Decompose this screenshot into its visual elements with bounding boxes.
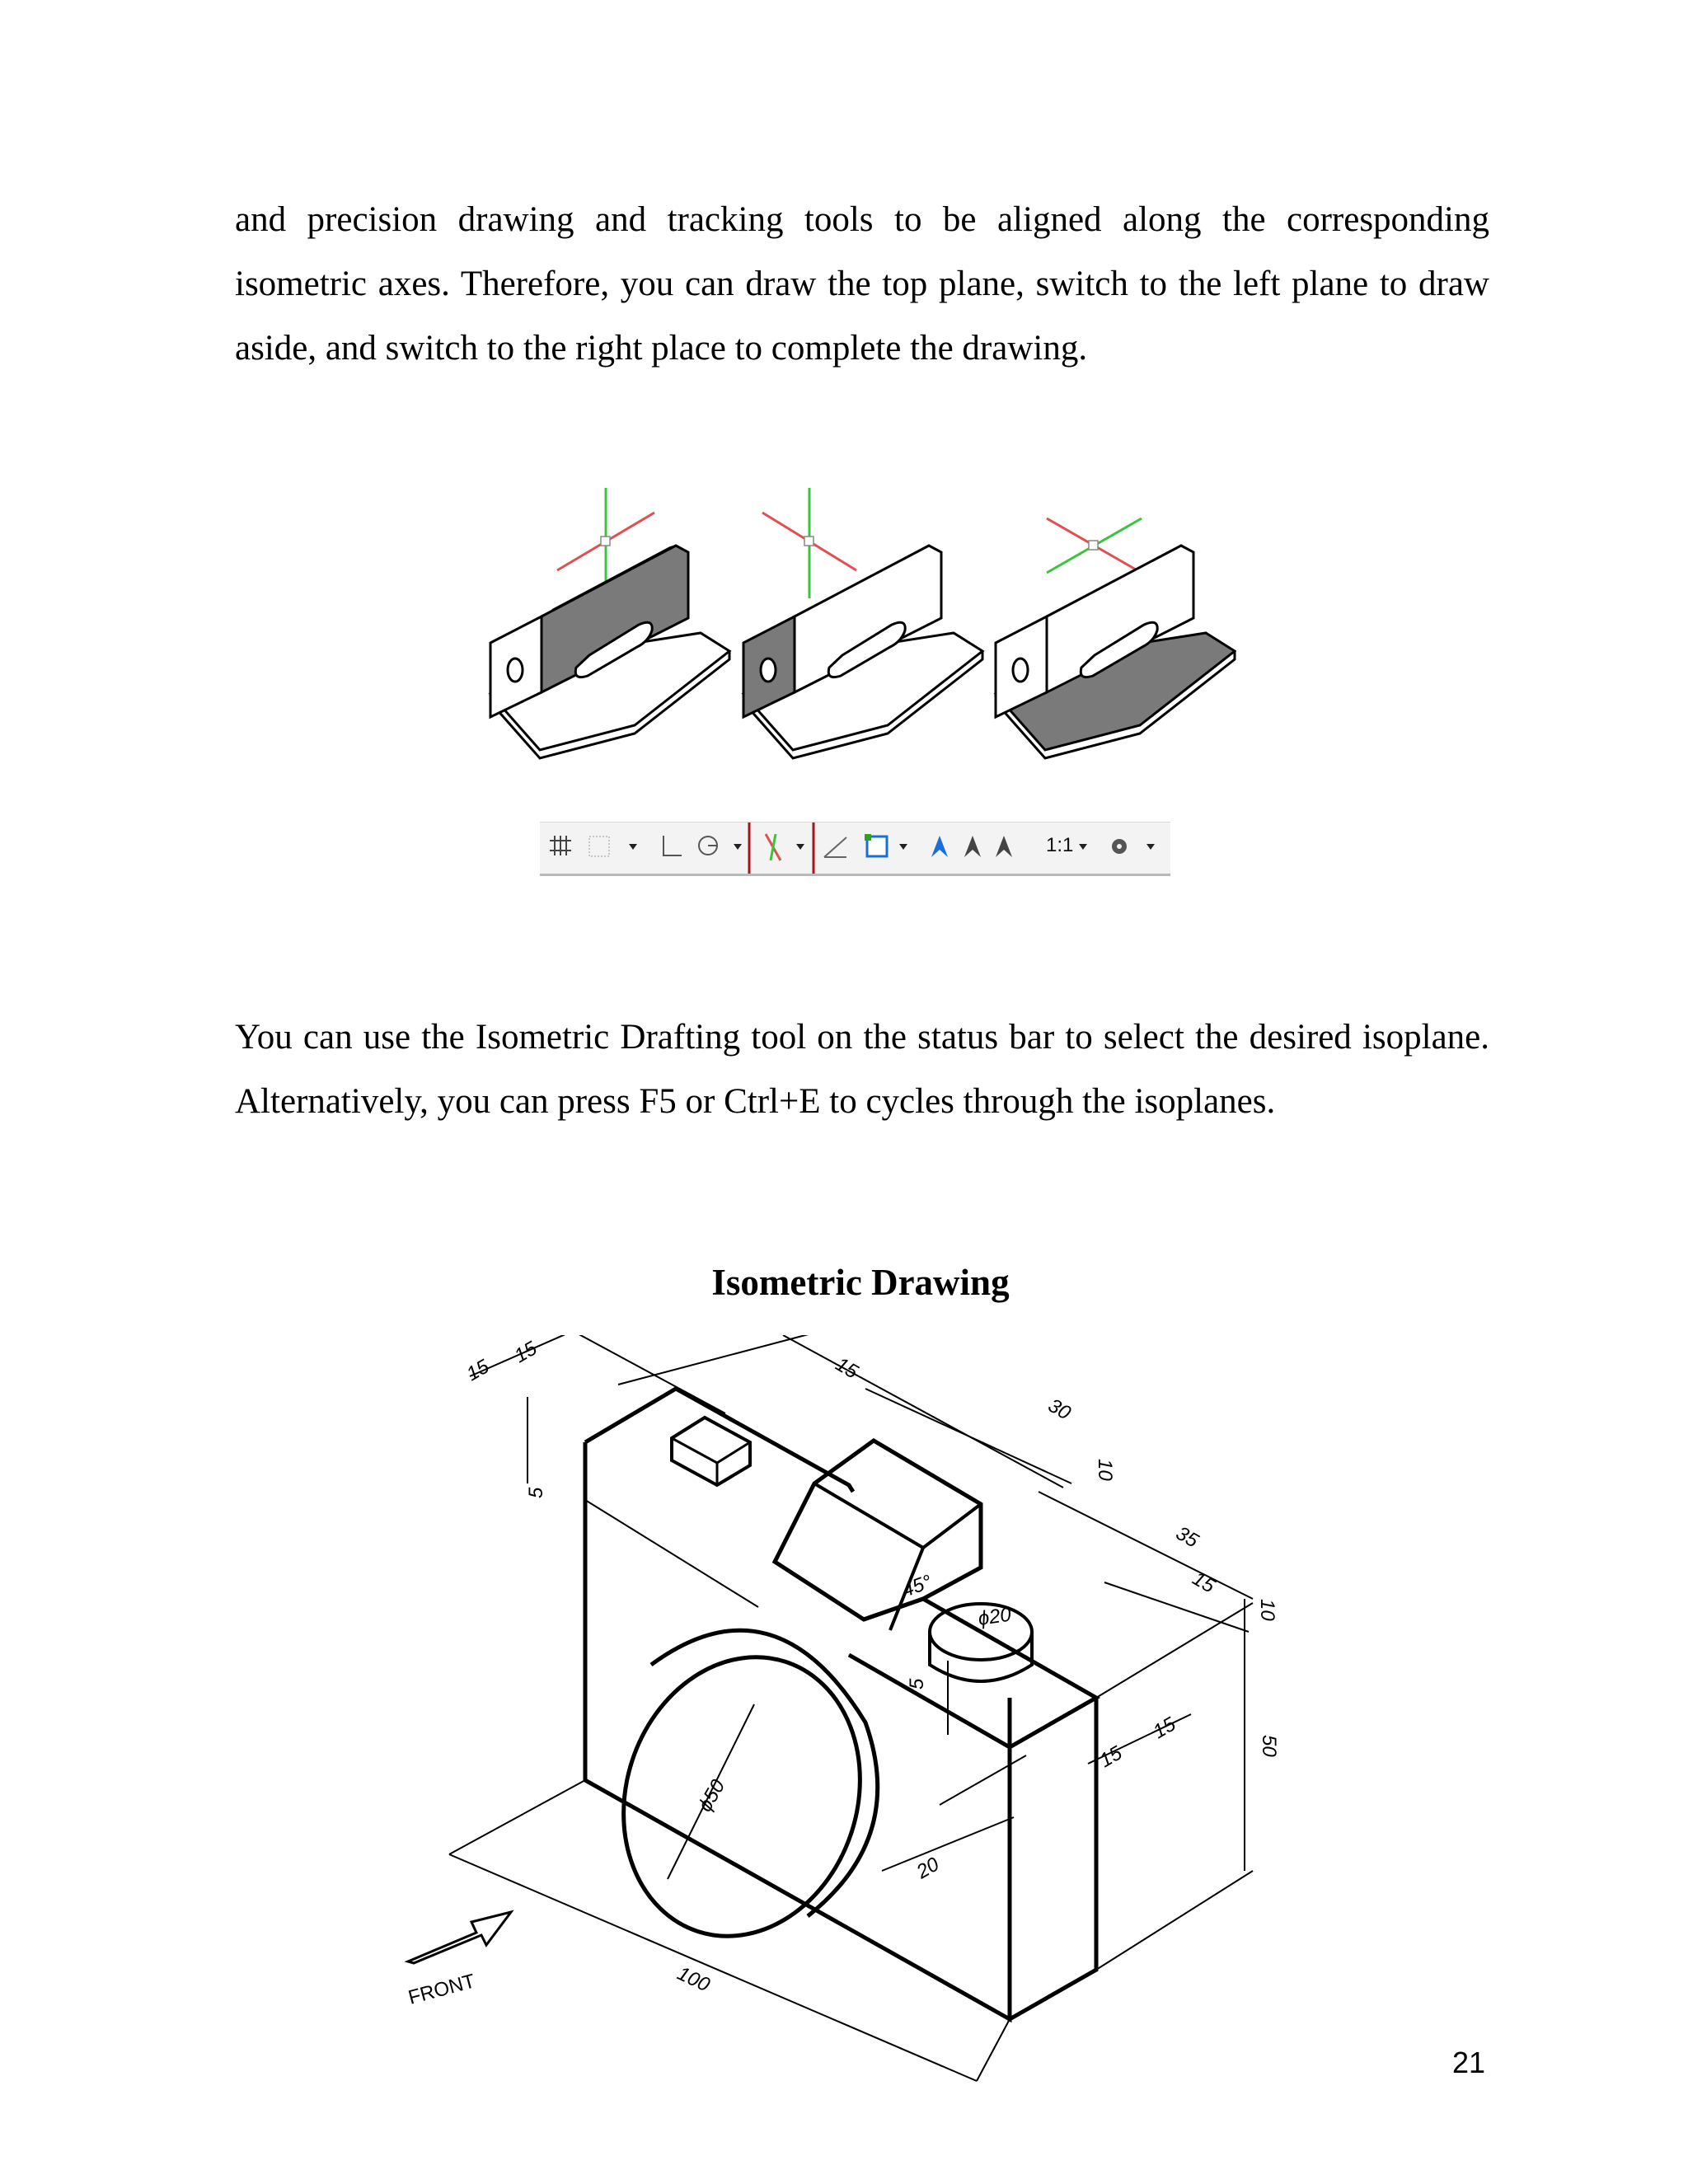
dim-10b: 10 (1256, 1599, 1278, 1621)
dim-10a: 10 (1094, 1459, 1116, 1481)
dim-15f: 15 (1149, 1713, 1180, 1744)
dim-100: 100 (673, 1961, 714, 1997)
gear-icon (1112, 839, 1127, 854)
front-arrow (408, 1912, 511, 1963)
dim-20: 20 (912, 1853, 944, 1884)
chevron-down-icon (1146, 844, 1155, 850)
dim-phi50: ϕ50 (693, 1775, 730, 1816)
paragraph-isoplanes-intro: and precision drawing and tracking tools to be aligned along the corresponding isometric axes. Therefore, you can draw the top plane, switch to the left plane to draw aside, and switch to the right place to complete the drawing. (235, 200, 1489, 368)
dim-5a: 5 (525, 1487, 547, 1498)
dim-30: 30 (1044, 1394, 1075, 1425)
crosshair-right-icon (1047, 518, 1142, 573)
dim-15c: 15 (832, 1352, 862, 1384)
lens-barrel (651, 1630, 878, 1916)
page-number: 21 (1452, 2046, 1486, 2079)
dim-45deg: 45° (898, 1570, 935, 1602)
bracket-right-plane (996, 546, 1235, 758)
dim-35: 35 (1172, 1521, 1203, 1553)
crosshair-top-icon (762, 488, 856, 598)
viewfinder-hump (775, 1441, 981, 1619)
camera-body-top-edge (585, 1389, 853, 1492)
dim-phi20: ϕ20 (977, 1603, 1013, 1630)
dim-15e: 15 (1095, 1741, 1127, 1773)
shutter-button (672, 1418, 750, 1485)
dim-15b: 15 (510, 1337, 542, 1368)
bracket-left-plane (490, 546, 729, 758)
figure-caption: Isometric Drawing (711, 1262, 1010, 1303)
status-bar (540, 822, 1170, 876)
dim-15d: 15 (1189, 1567, 1219, 1598)
bracket-top-plane (743, 546, 982, 758)
dim-15a: 15 (462, 1355, 494, 1386)
right-block (849, 1599, 1096, 1747)
dim-5b: 5 (906, 1678, 928, 1690)
front-label: FRONT (406, 1970, 478, 2009)
camera-isometric-drawing (379, 1335, 1286, 2102)
chevron-down-icon (1079, 844, 1087, 850)
dim-50: 50 (1258, 1735, 1280, 1757)
annotation-scale-label[interactable]: 1:1 (1046, 834, 1074, 856)
lens-front (588, 1626, 896, 1967)
paragraph-isometric-drafting-tool: You can use the Isometric Drafting tool on the status bar to select the desired isoplane. Alternatively, you can press F5 or Ctrl+E to cycles through the isoplanes. (235, 1018, 1489, 1121)
